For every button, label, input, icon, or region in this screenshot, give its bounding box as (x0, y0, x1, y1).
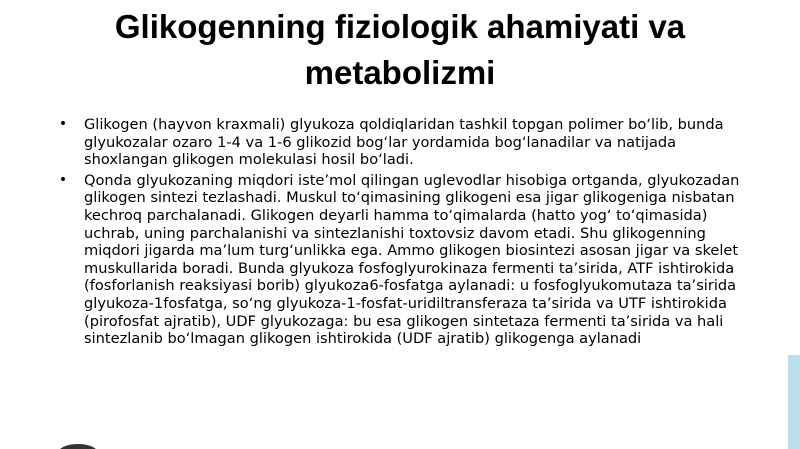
bullet-list (56, 116, 746, 351)
bullet-item (56, 116, 746, 169)
bullet-marker: • (58, 116, 68, 132)
edge-accent-decoration (788, 355, 800, 449)
bullet-text: Qonda glyukozaning miqdori iste’mol qilingan uglevodlar hisobiga ortganda, glyukozadan glikogen sintezi tezlashadi. Muskul to‘qimasining glikogeni esa jigar glikogeniga nisbatan kechroq parchalanadi. Glikogen deyarli hamma to‘qimalarda (hatto yog‘ to‘qimasida) uchrab, uning parchalanishi va sintezlanishi toxtovsiz davom etadi. Shu glikogenning miqdori jigarda ma’lum turg‘unlikka ega. Ammo glikogen biosintezi asosan jigar va skelet muskullarida boradi. Bunda glyukoza fosfoglyurokinaza fermenti ta’sirida, ATF ishtirokida (fosforlanish reaksiyasi borib) glyukoza6-fosfatga aylanadi: u fosfoglyukomutaza ta’sirida glyukoza-1fosfatga, so‘ng glyukoza-1-fosfat-uridiltransferaza ta’sirida va UTF ishtirokida (pirofosfat ajratib), UDF glyukozaga: bu esa glikogen sintetaza fermenti ta’sirida va hali sintezlanib bo‘lmagan glikogen ishtirokida (UDF ajratib) glikogenga aylanadi (84, 171, 740, 348)
bullet-marker: • (58, 171, 68, 188)
bullet-item (56, 172, 746, 348)
bullet-text: Glikogen (hayvon kraxmali) glyukoza qoldiqlaridan tashkil topgan polimer bo‘lib, bunda glyukozalar ozaro 1-4 va 1-6 glikozid bog‘lar yordamida bog‘lanadilar va natijada shoxlangan glikogen molekulasi hosil bo‘ladi. (84, 116, 724, 169)
corner-shape-decoration (58, 444, 98, 449)
slide-title: Glikogenning fiziologik ahamiyati va metabolizmi (114, 8, 686, 91)
